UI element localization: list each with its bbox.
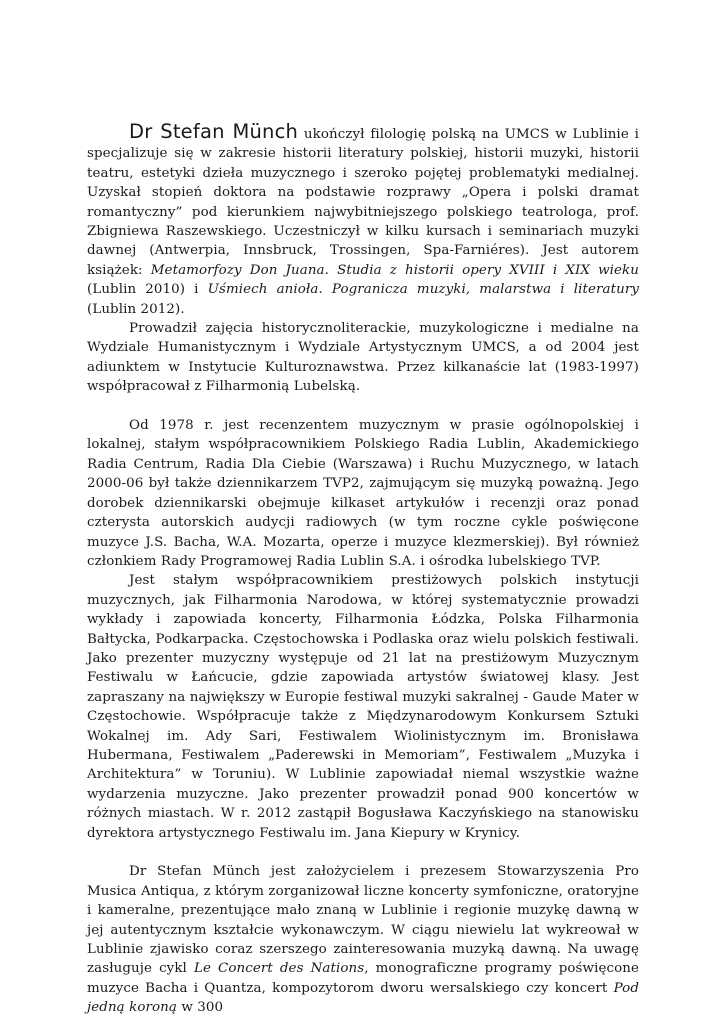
paragraph-collaborations: Jest stałym współpracownikiem prestiżowych polskich instytucji muzycznych, jak Filharmonia Narodowa, w której systematycznie prowadzi wykłady i zapowiada koncerty, Filharmonia Łódzka, Polska Filharmonia Bałtycka, Podkarpacka. Częstochowska i Podlaska oraz wielu polskich festiwali. Jako prezenter muzyczny występuje od 21 lat na prestiżowym Muzycznym Festiwalu w Łańcucie, gdzie zapowiada artystów światowej klasy. Jest zapraszany na największy w Europie festiwal muzyki sakralnej - Gaude Mater w Częstochowie. Współpracuje także z Międzynarodowym Konkursem Sztuki Wokalnej im. Ady Sari, Festiwalem Wiolinistycznym im. Bronisława Hubermana, Festiwalem „Paderewski in Memoriam”, Festiwalem „Muzyka i Architektura” w Toruniu). W Lublinie zapowiadał niemal wszystkie ważne wydarzenia muzyczne. Jako prezenter prowadził ponad 900 koncertów w różnych miastach. W r. 2012 zastąpił Bogusława Kaczyńskiego na stanowisku dyrektora artystycznego Festiwalu im. Jana Kiepury w Krynicy. xyxy=(87,573,639,841)
paragraph-gap xyxy=(87,397,639,416)
concert-title: Pod jedną koroną xyxy=(87,980,639,1016)
document-page xyxy=(87,122,639,1018)
text-run: (Lublin 2012). xyxy=(87,301,185,317)
paragraph-gap xyxy=(87,843,639,862)
author-name: Dr Stefan Münch xyxy=(129,120,299,143)
paragraph-pro-musica-antiqua xyxy=(87,862,639,1017)
text-run: (Lublin 2010) i xyxy=(87,282,208,298)
book-title: Uśmiech anioła. Pogranicza muzyki, malarstwa i literatury xyxy=(207,282,639,298)
paragraph-journalism: Od 1978 r. jest recenzentem muzycznym w prasie ogólnopolskiej i lokalnej, stałym współpracownikiem Polskiego Radia Lublin, Akademickiego Radia Centrum, Radia Dla Ciebie (Warszawa) i Ruchu Muzycznego, w latach 2000-06 był także dziennikarzem TVP2, zajmującym się muzyką poważną. Jego dorobek dziennikarski obejmuje kilkaset artykułów i recenzji oraz ponad czterysta autorskich audycji radiowych (w tym roczne cykle poświęcone muzyce J.S. Bacha, W.A. Mozarta, operze i muzyce klezmerskiej). Był również członkiem Rady Programowej Radia Lublin S.A. i ośrodka lubelskiego TVP. xyxy=(87,418,639,569)
text-run: , monograficzne programy poświęcone muzyce Bacha i Quantza, kompozytorom dworu wersalskiego czy koncert xyxy=(87,961,639,996)
paragraph-bio-intro xyxy=(87,122,639,319)
cycle-title: Le Concert des Nations xyxy=(193,961,365,977)
text-run: ukończył filologię polską na UMCS w Lublinie i specjalizuje się w zakresie historii literatury polskiej, historii muzyki, historii teatru, estetyki dzieła muzycznego i szeroko pojętej problematyki medialnej. Uzyskał stopień doktora na podstawie rozprawy „Opera i polski dramat romantyczny” pod kierunkiem najwybitniejszego polskiego teatrologa, prof. Zbigniewa Raszewskiego. Uczestniczył w kilku kursach i seminariach muzyki dawnej (Antwerpia, Innsbruck, Trossingen, Spa-Farniéres). Jest autorem książek: xyxy=(87,127,640,278)
book-title: Metamorfozy Don Juana. Studia z historii opery XVIII i XIX wieku xyxy=(150,262,639,278)
paragraph-teaching: Prowadził zajęcia historycznoliterackie, muzykologiczne i medialne na Wydziale Humanistycznym i Wydziale Artystycznym UMCS, a od 2004 jest adiunktem w Instytucie Kulturoznawstwa. Przez kilkanaście lat (1983-1997) współpracował z Filharmonią Lubelską. xyxy=(87,321,639,395)
text-run: Dr Stefan Münch jest założycielem i prezesem Stowarzyszenia Pro Musica Antiqua, z którym zorganizował liczne koncerty symfoniczne, oratoryjne i kameralne, prezentujące mało znaną w Lublinie i regionie muzykę dawną w jej autentycznym kształcie wykonawczym. W ciągu niewielu lat wykreował w Lublinie zjawisko coraz szerszego zainteresowania muzyką dawną. Na uwagę zasługuje cykl xyxy=(87,864,639,977)
text-run: w 300 xyxy=(176,1000,224,1016)
